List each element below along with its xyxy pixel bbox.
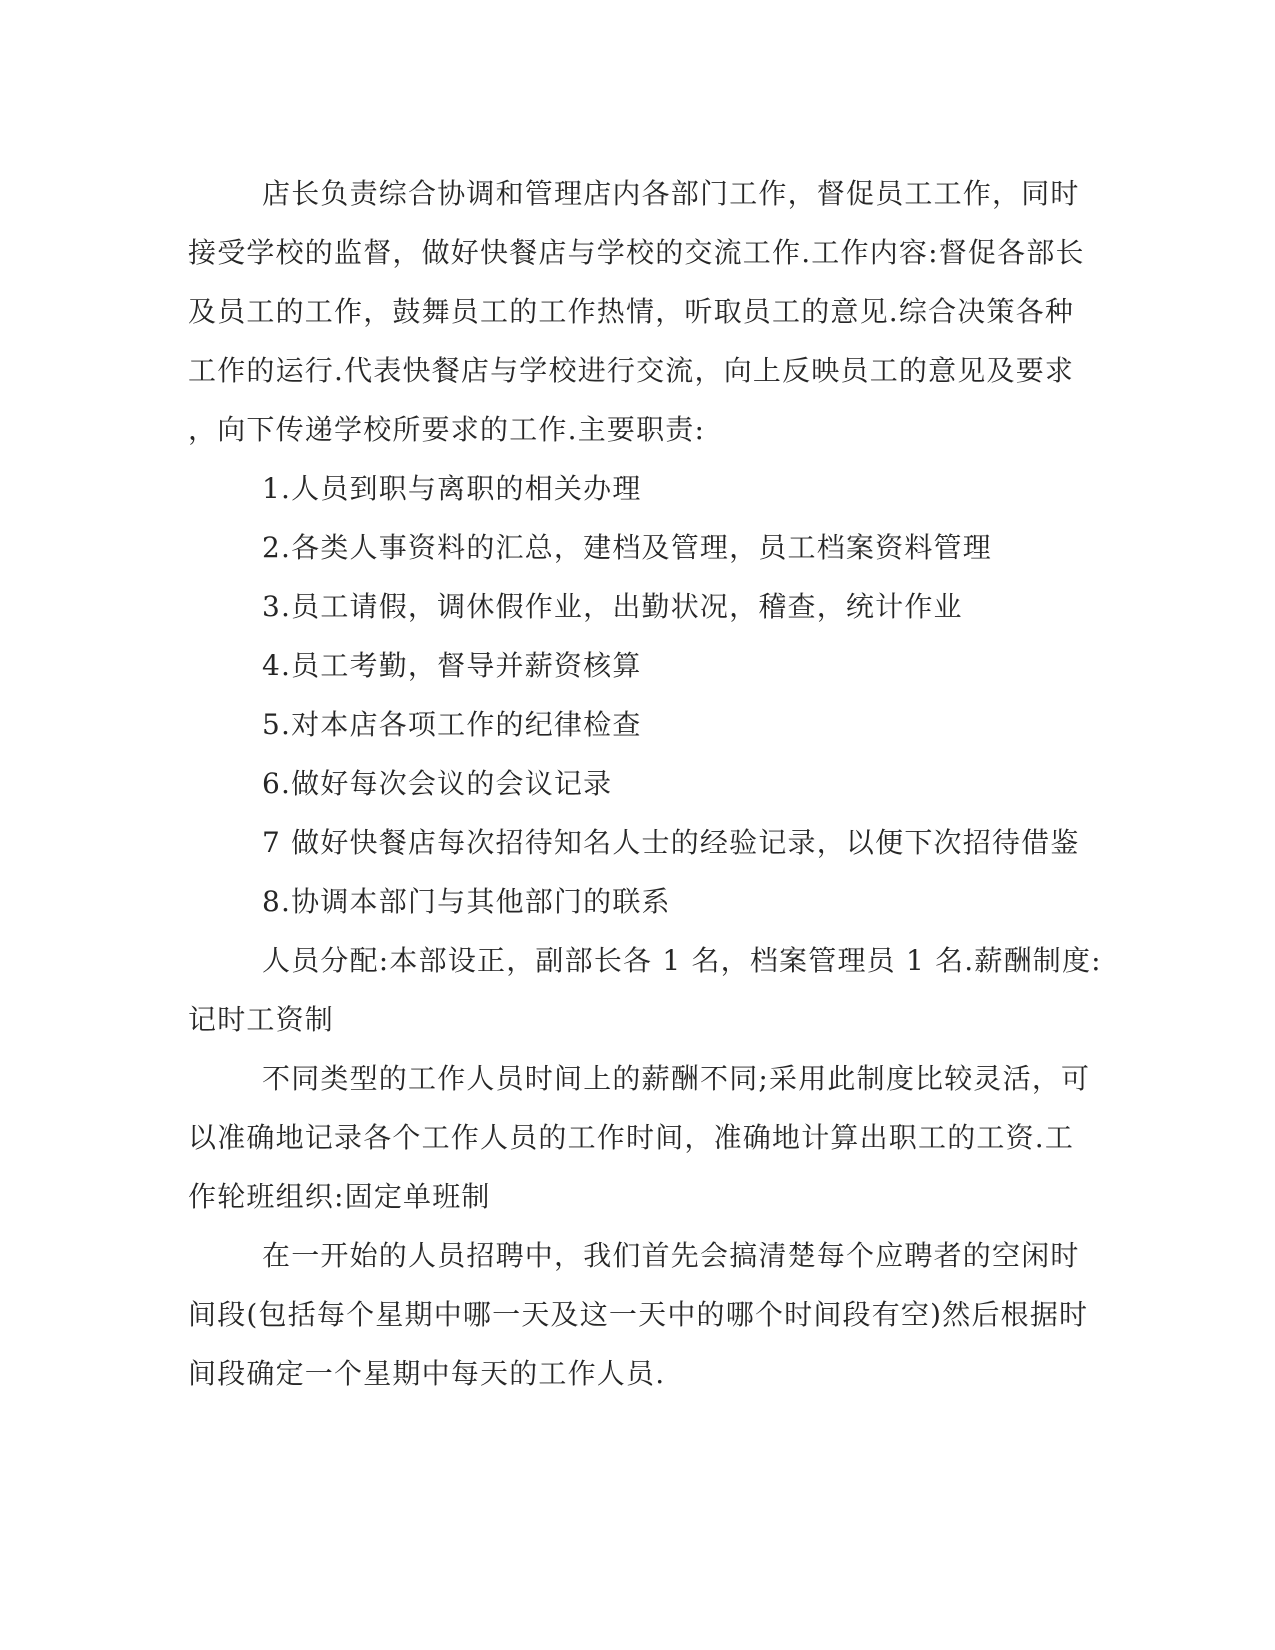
paragraph-line: 记时工资制 — [188, 1003, 335, 1036]
duty-item: 4.员工考勤，督导并薪资核算 — [262, 649, 642, 682]
duty-item: 6.做好每次会议的会议记录 — [262, 767, 613, 800]
paragraph-line: 间段确定一个星期中每天的工作人员. — [188, 1357, 666, 1390]
paragraph-line: 作轮班组织:固定单班制 — [188, 1180, 491, 1213]
paragraph-line: 及员工的工作，鼓舞员工的工作热情，听取员工的意见.综合决策各种 — [188, 295, 1075, 328]
paragraph-line: 间段(包括每个星期中哪一天及这一天中的哪个时间段有空)然后根据时 — [188, 1298, 1089, 1331]
duty-item: 2.各类人事资料的汇总，建档及管理，员工档案资料管理 — [262, 531, 992, 564]
paragraph-line: 在一开始的人员招聘中，我们首先会搞清楚每个应聘者的空闲时 — [262, 1239, 1080, 1272]
paragraph-line: 店长负责综合协调和管理店内各部门工作，督促员工工作，同时 — [262, 177, 1080, 210]
paragraph-line: 工作的运行.代表快餐店与学校进行交流，向上反映员工的意见及要求 — [188, 354, 1075, 387]
paragraph-line: ，向下传递学校所要求的工作.主要职责: — [188, 413, 706, 446]
duty-item: 8.协调本部门与其他部门的联系 — [262, 885, 671, 918]
paragraph-line: 以准确地记录各个工作人员的工作时间，准确地计算出职工的工资.工 — [188, 1121, 1075, 1154]
paragraph-line: 人员分配:本部设正，副部长各 1 名，档案管理员 1 名.薪酬制度: — [262, 944, 1102, 977]
document-body — [188, 164, 1102, 1403]
duty-item: 1.人员到职与离职的相关办理 — [262, 472, 642, 505]
duty-item: 3.员工请假，调休假作业，出勤状况，稽查，统计作业 — [262, 590, 963, 623]
paragraph-line: 不同类型的工作人员时间上的薪酬不同;采用此制度比较灵活，可 — [262, 1062, 1091, 1095]
duty-item: 5.对本店各项工作的纪律检查 — [262, 708, 642, 741]
paragraph-line: 接受学校的监督，做好快餐店与学校的交流工作.工作内容:督促各部长 — [188, 236, 1085, 269]
duty-item: 7 做好快餐店每次招待知名人士的经验记录，以便下次招待借鉴 — [262, 826, 1080, 859]
